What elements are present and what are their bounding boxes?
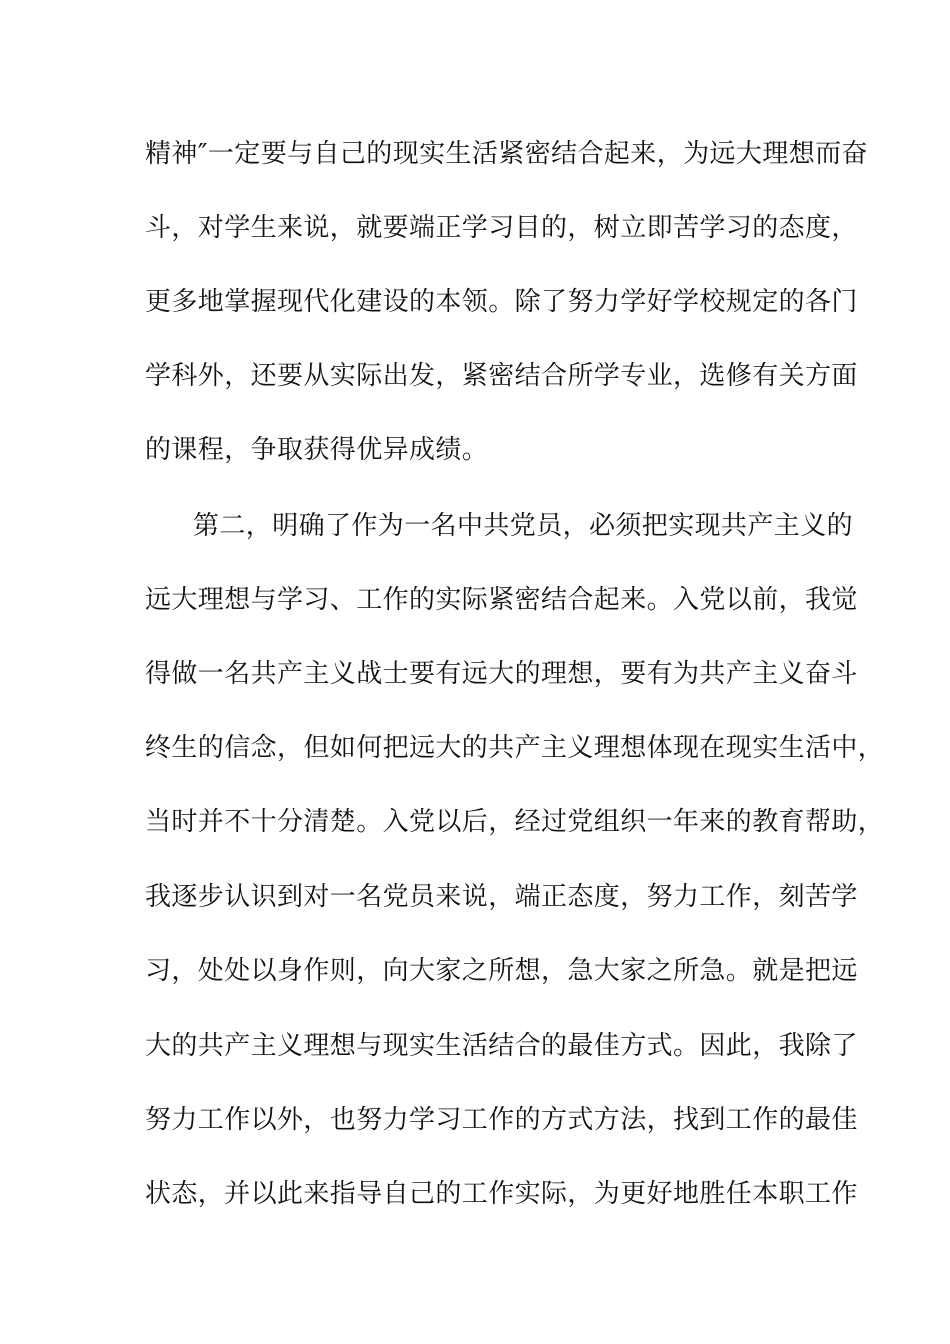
text-line: 习，处处以身作则，向大家之所想，急大家之所急。就是把远 bbox=[145, 956, 858, 986]
text-line: 斗，对学生来说，就要端正学习目的，树立即苦学习的态度， bbox=[145, 213, 858, 243]
text-line: 远大理想与学习、工作的实际紧密结合起来。入党以前，我觉 bbox=[145, 585, 858, 615]
text-line: 状态，并以此来指导自己的工作实际，为更好地胜任本职工作 bbox=[145, 1179, 858, 1209]
text-line: 终生的信念，但如何把远大的共产主义理想体现在现实生活中， bbox=[145, 733, 885, 763]
text-line: 努力工作以外，也努力学习工作的方式方法，找到工作的最佳 bbox=[145, 1105, 858, 1135]
text-line: 学科外，还要从实际出发，紧密结合所学专业，选修有关方面 bbox=[145, 361, 858, 391]
text-line: 大的共产主义理想与现实生活结合的最佳方式。因此，我除了 bbox=[145, 1031, 858, 1061]
text-line: 当时并不十分清楚。入党以后，经过党组织一年来的教育帮助， bbox=[145, 807, 885, 837]
text-line: 我逐步认识到对一名党员来说，端正态度，努力工作，刻苦学 bbox=[145, 882, 858, 912]
text-line: 的课程，争取获得优异成绩。 bbox=[145, 435, 489, 465]
text-line: 精神″一定要与自己的现实生活紧密结合起来，为远大理想而奋 bbox=[145, 139, 868, 169]
text-line: 得做一名共产主义战士要有远大的理想，要有为共产主义奋斗 bbox=[145, 659, 858, 689]
text-line: 更多地掌握现代化建设的本领。除了努力学好学校规定的各门 bbox=[145, 287, 858, 317]
paragraph-first-line: 第二，明确了作为一名中共党员，必须把实现共产主义的 bbox=[193, 511, 854, 541]
